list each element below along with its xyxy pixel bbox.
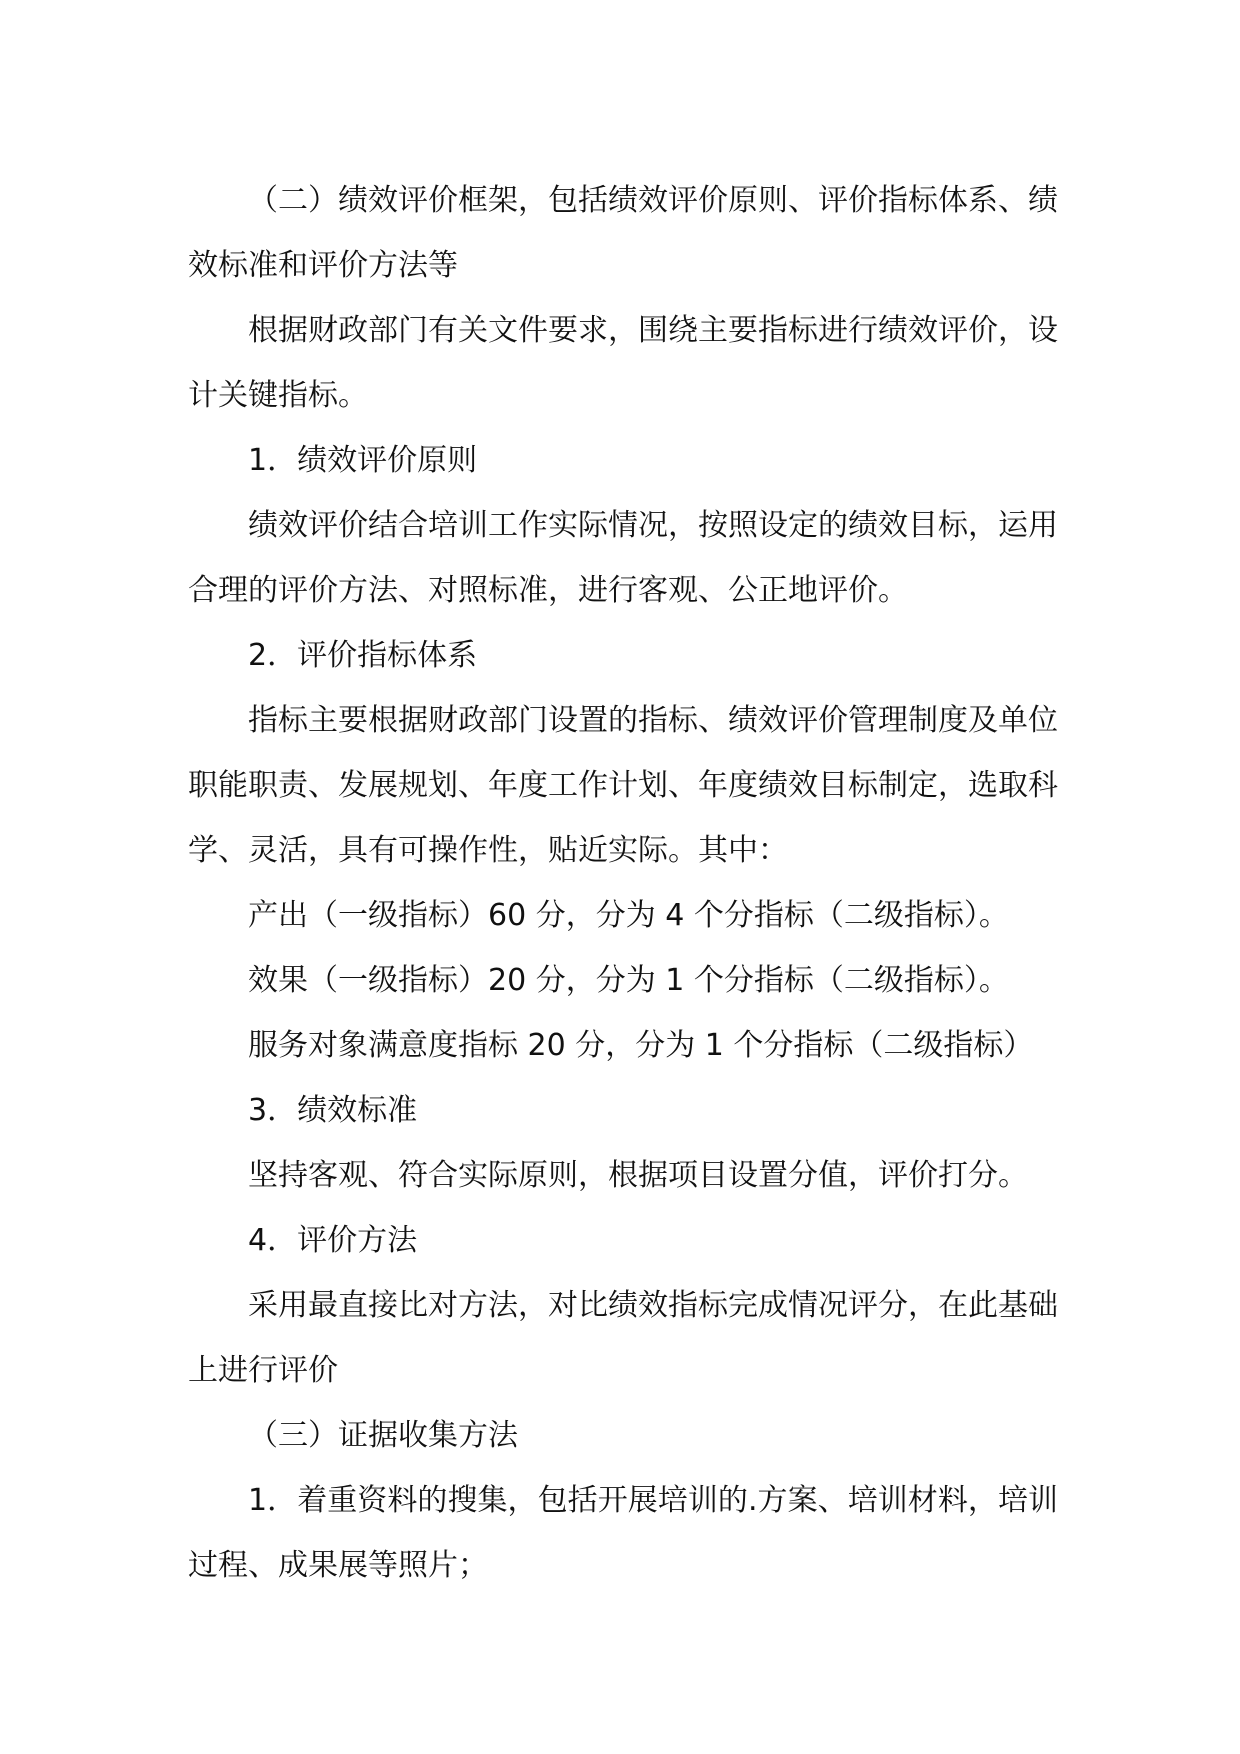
list-item-output-indicator: 产出（一级指标）60 分，分为 4 个分指标（二级指标）。 [248, 898, 1009, 933]
section-heading-evidence-collection: （三）证据收集方法 [248, 1418, 518, 1453]
subheading-performance-standards: 3．绩效标准 [248, 1093, 418, 1128]
subheading-evaluation-principles: 1．绩效评价原则 [248, 443, 478, 478]
paragraph-evaluation-methods: 采用最直接比对方法，对比绩效指标完成情况评分，在此基础上进行评价 [188, 1288, 1058, 1388]
paragraph-key-indicators: 根据财政部门有关文件要求，围绕主要指标进行绩效评价，设计关键指标。 [188, 313, 1058, 413]
subheading-evaluation-methods: 4．评价方法 [248, 1223, 418, 1258]
paragraph-principles: 绩效评价结合培训工作实际情况，按照设定的绩效目标，运用合理的评价方法、对照标准，进行客观、公正地评价。 [188, 508, 1058, 608]
section-heading-evaluation-framework: （二）绩效评价框架，包括绩效评价原则、评价指标体系、绩效标准和评价方法等 [188, 183, 1058, 283]
subheading-indicator-system: 2．评价指标体系 [248, 638, 478, 673]
paragraph-indicator-system: 指标主要根据财政部门设置的指标、绩效评价管理制度及单位职能职责、发展规划、年度工作计划、年度绩效目标制定，选取科学、灵活，具有可操作性，贴近实际。其中： [188, 703, 1058, 868]
list-item-effect-indicator: 效果（一级指标）20 分，分为 1 个分指标（二级指标）。 [248, 963, 1009, 998]
paragraph-evidence-collection: 1．着重资料的搜集，包括开展培训的.方案、培训材料，培训过程、成果展等照片； [188, 1483, 1058, 1583]
document-body [188, 168, 1058, 1598]
paragraph-performance-standards: 坚持客观、符合实际原则，根据项目设置分值，评价打分。 [248, 1158, 1028, 1193]
list-item-satisfaction-indicator: 服务对象满意度指标 20 分，分为 1 个分指标（二级指标） [248, 1028, 1034, 1063]
